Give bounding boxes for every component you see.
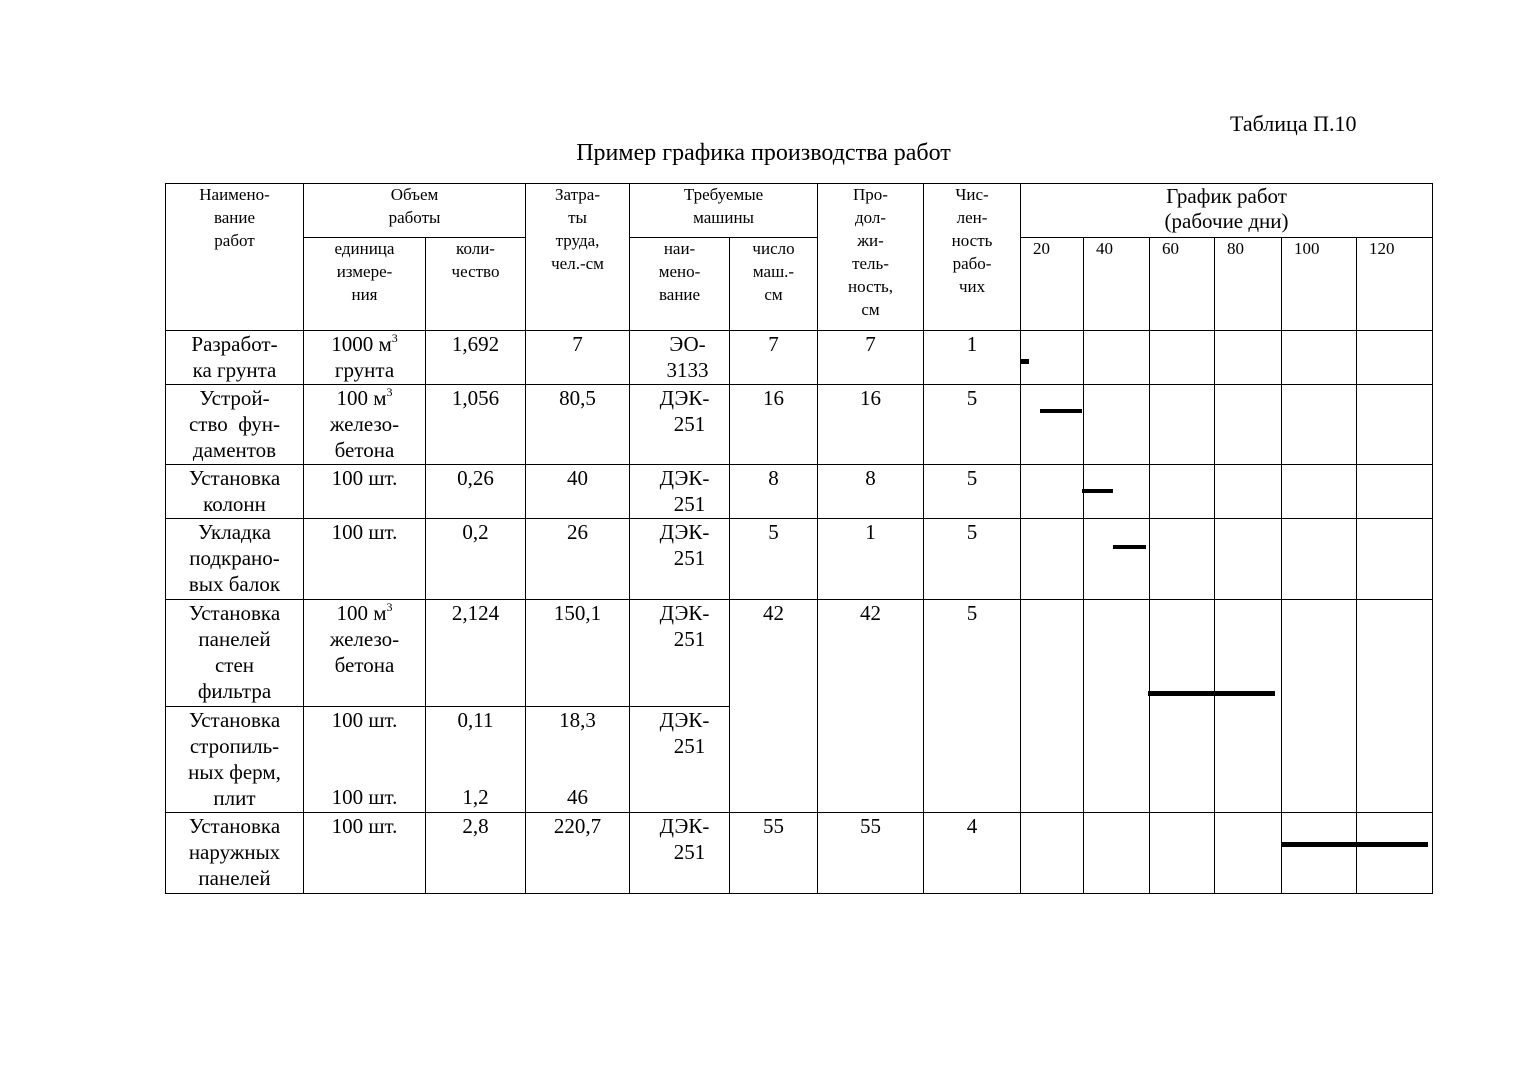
row-machine: ЭО- 3133 [630, 331, 730, 385]
row-machine: ДЭК- 251 [630, 385, 730, 465]
row-labor: 7 [526, 331, 630, 385]
row-duration: 55 [818, 812, 924, 893]
header-workers: Чис- лен- ность рабо- чих [924, 184, 1021, 331]
header-machines: Требуемые машины [630, 184, 818, 238]
row-unit: 100 $м^3$ железо- бетона [304, 385, 426, 465]
row-qty: 0,11 1,2 [426, 706, 526, 812]
row-unit: 100 шт. [304, 812, 426, 893]
row-unit: 100 шт. [304, 519, 426, 599]
row-name: Разработ- ка грунта [166, 331, 304, 385]
table-row [166, 812, 1433, 893]
row-name: Устрой- ство фун- даментов [166, 385, 304, 465]
header-name: Наимено- вание работ [166, 184, 304, 331]
row-duration: 16 [818, 385, 924, 465]
table-row [166, 465, 1433, 519]
row-workers: 5 [924, 519, 1021, 599]
header-qty: коли- чество [426, 238, 526, 331]
row-machine: ДЭК- 251 [630, 465, 730, 519]
row-name: Установка панелей стен фильтра [166, 599, 304, 706]
row-workers: 5 [924, 465, 1021, 519]
row-workers: 1 [924, 331, 1021, 385]
table-row [166, 519, 1433, 599]
table-title [0, 140, 1531, 167]
header-machine-name: наи- мено- вание [630, 238, 730, 331]
header-volume: Объем работы [304, 184, 526, 238]
table-row [166, 385, 1433, 465]
row-workers: 4 [924, 812, 1021, 893]
table-row [166, 599, 1433, 706]
row-unit: 100 $м^3$ железо- бетона [304, 599, 426, 706]
merged-duration: 42 [818, 599, 924, 812]
schedule-table [165, 183, 1433, 894]
row-machine: ДЭК- 251 [630, 706, 730, 812]
row-labor: 150,1 [526, 599, 630, 706]
row-labor: 40 [526, 465, 630, 519]
row-qty: 0,26 [426, 465, 526, 519]
row-count: 8 [730, 465, 818, 519]
header-unit: единица измере- ния [304, 238, 426, 331]
scale-20: 20 [1021, 238, 1084, 331]
row-qty: 2,8 [426, 812, 526, 893]
table-row [166, 331, 1433, 385]
row-qty: 1,056 [426, 385, 526, 465]
row-labor: 80,5 [526, 385, 630, 465]
row-machine: ДЭК- 251 [630, 812, 730, 893]
scale-80: 80 [1215, 238, 1282, 331]
row-qty: 0,2 [426, 519, 526, 599]
row-unit: 1000 $м^3$ грунта [304, 331, 426, 385]
row-labor: 220,7 [526, 812, 630, 893]
table-title-text: Пример графика производства работ [576, 140, 951, 166]
header-duration: Про- дол- жи- тель- ность, см [818, 184, 924, 331]
row-machine: ДЭК- 251 [630, 519, 730, 599]
row-count: 55 [730, 812, 818, 893]
header-schedule: График работ (рабочие дни) [1021, 184, 1433, 238]
row-unit: 100 шт. 100 шт. [304, 706, 426, 812]
header-machine-count: число маш.- см [730, 238, 818, 331]
row-machine: ДЭК- 251 [630, 599, 730, 706]
row-duration: 8 [818, 465, 924, 519]
scale-100: 100 [1282, 238, 1357, 331]
row-workers: 5 [924, 385, 1021, 465]
row-count: 5 [730, 519, 818, 599]
row-qty: 2,124 [426, 599, 526, 706]
row-name: Установка наружных панелей [166, 812, 304, 893]
header-labor: Затра- ты труда, чел.-см [526, 184, 630, 331]
scale-40: 40 [1084, 238, 1150, 331]
scale-120: 120 [1357, 238, 1433, 331]
row-name: Укладка подкрано- вых балок [166, 519, 304, 599]
table-label: Таблица П.10 [1230, 111, 1357, 136]
merged-workers: 5 [924, 599, 1021, 812]
row-count: 7 [730, 331, 818, 385]
row-unit: 100 шт. [304, 465, 426, 519]
row-labor: 18,3 46 [526, 706, 630, 812]
row-duration: 1 [818, 519, 924, 599]
scale-60: 60 [1150, 238, 1215, 331]
merged-count: 42 [730, 599, 818, 812]
row-name: Установка стропиль- ных ферм, плит [166, 706, 304, 812]
row-count: 16 [730, 385, 818, 465]
row-qty: 1,692 [426, 331, 526, 385]
row-labor: 26 [526, 519, 630, 599]
row-name: Установка колонн [166, 465, 304, 519]
row-duration: 7 [818, 331, 924, 385]
